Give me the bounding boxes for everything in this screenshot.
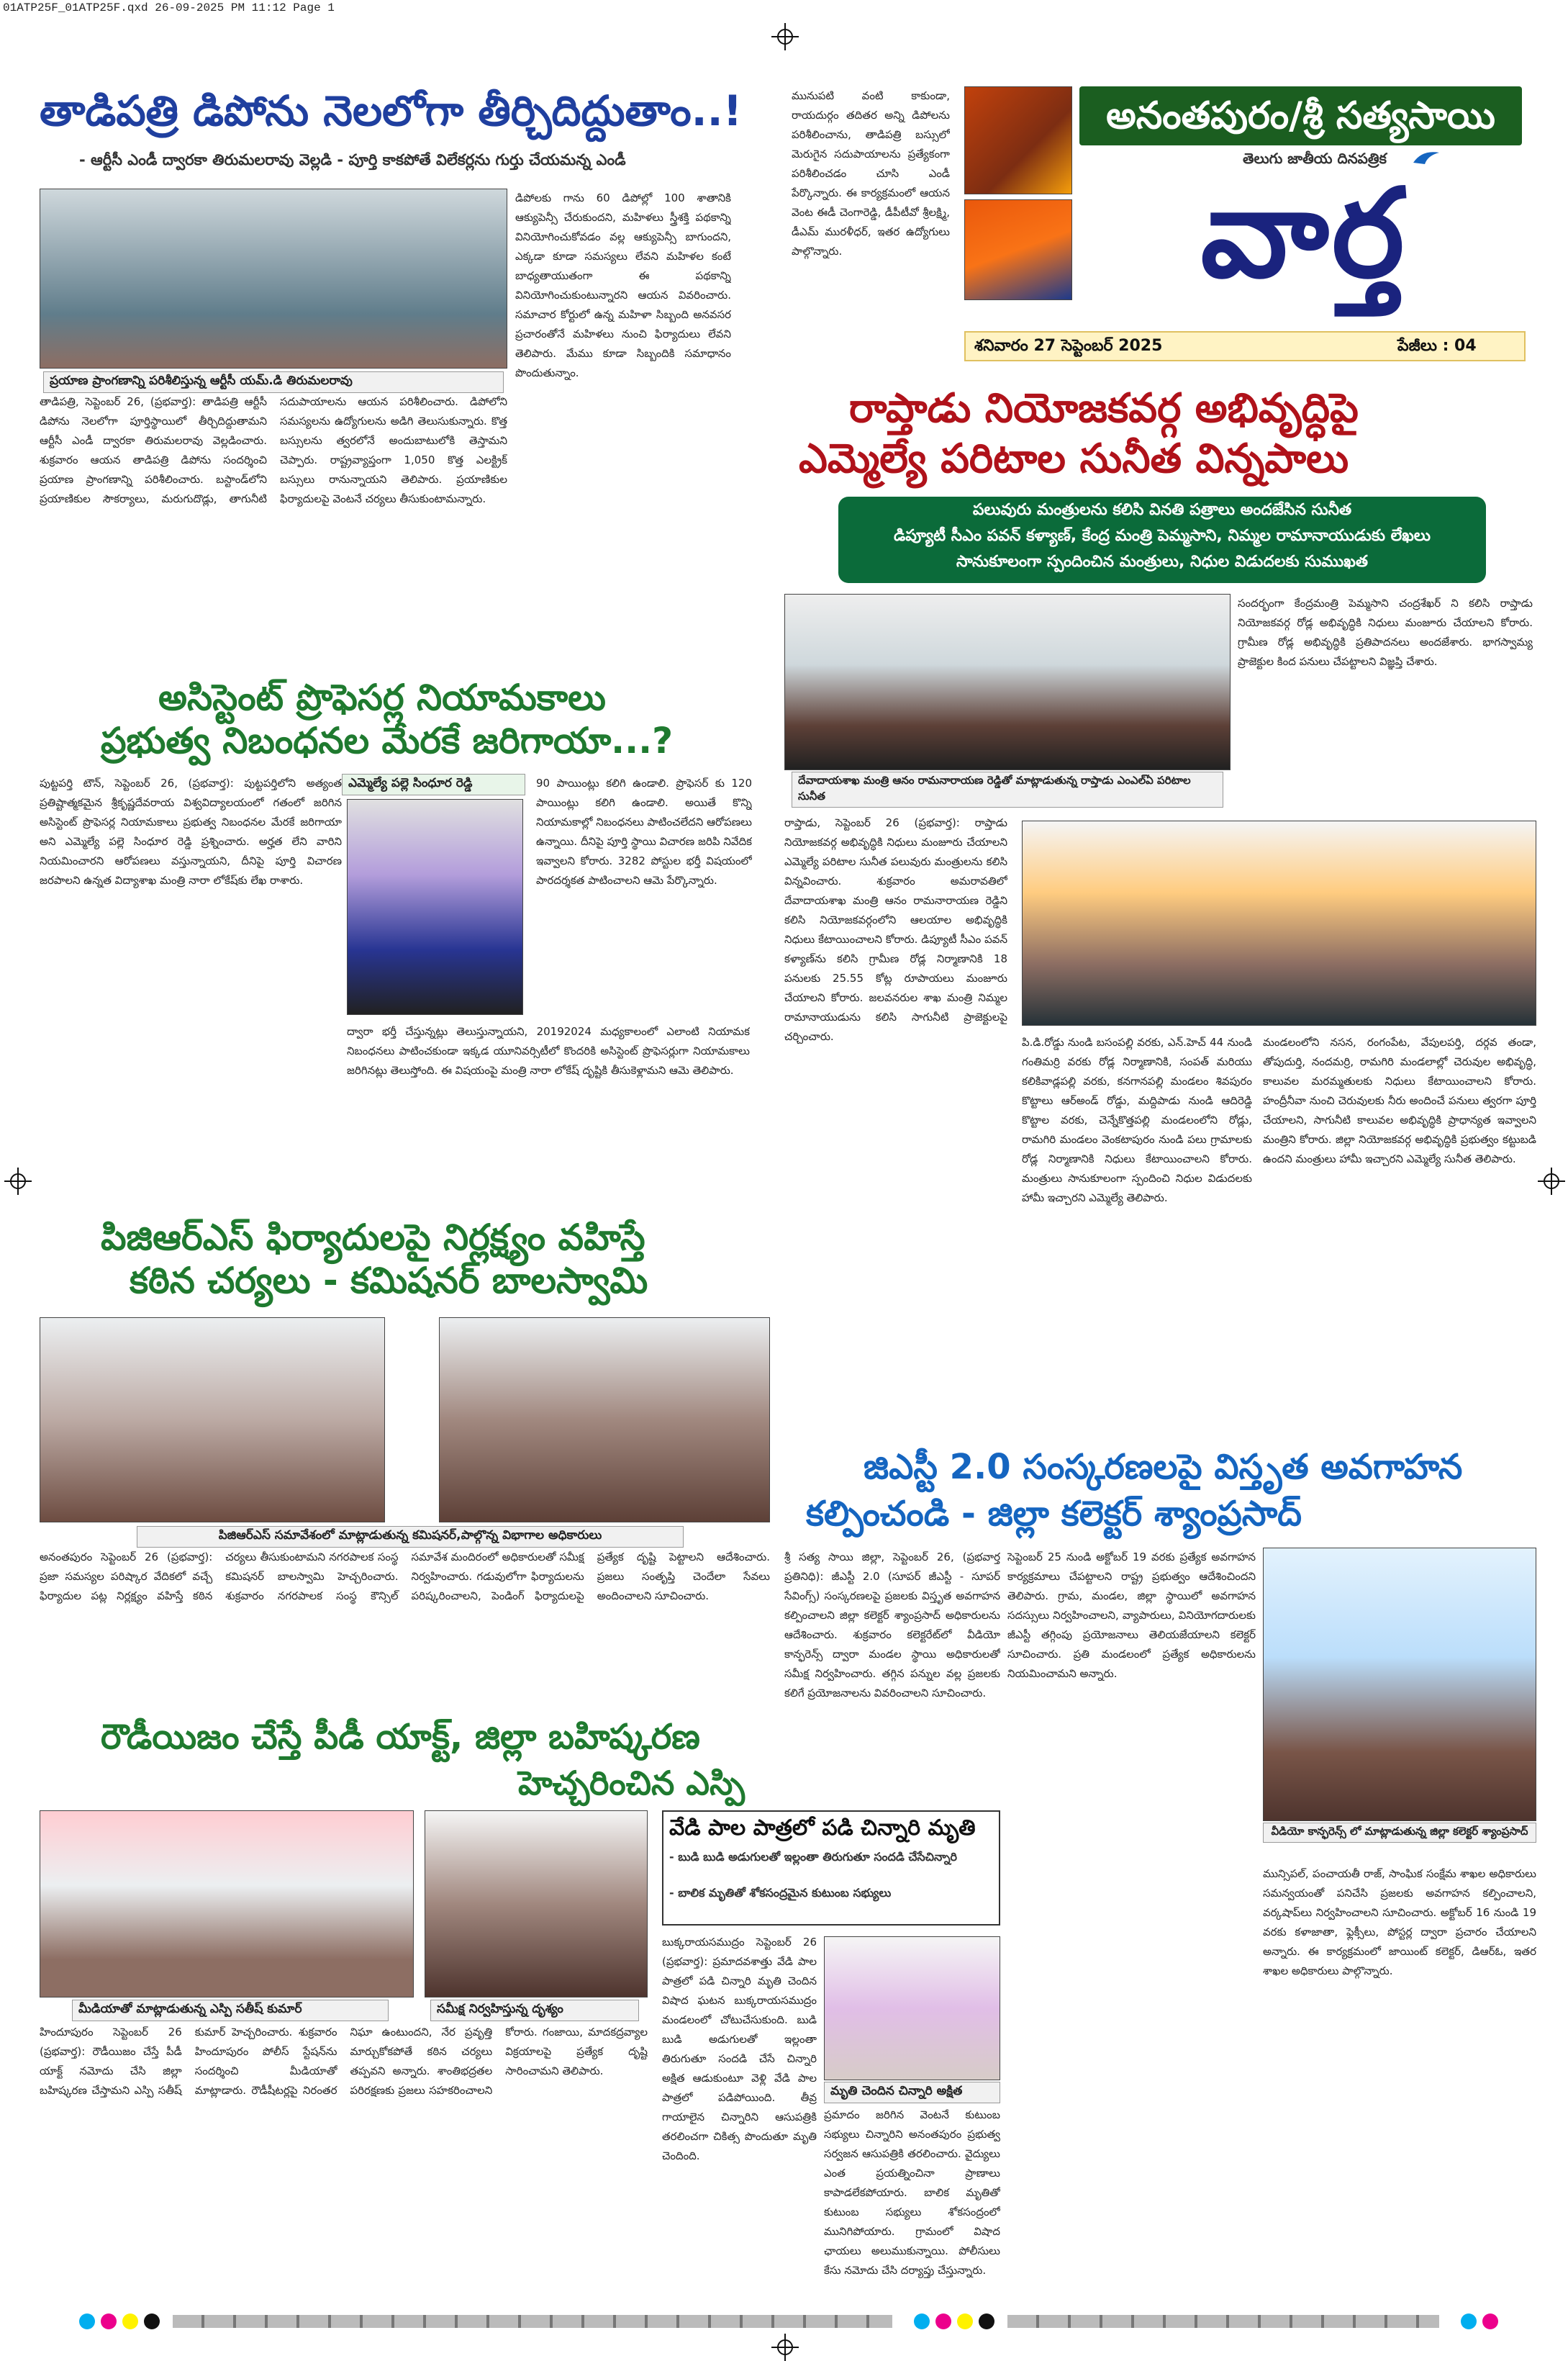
story5-headline-line2: ఎమ్మెల్యే పరిటాల సునీత విన్నపాలు [799, 435, 1349, 482]
story6-body: శ్రీ సత్య సాయి జిల్లా, సెప్టెంబర్ 26, (ప్రభవార్త ప్రతినిధి): జీఎస్టీ 2.0 (సూపర్ జీఎస్టీ - సూపర్ సేవింగ్స్) సంస్కరణలపై ప్రజలకు విస్తృత అవగాహన కల్పించాలని జిల్లా కలెక్టర్ శ్యాంప్రసాద్ అధికారులను ఆదేశించారు. శుక్రవారం కలెక్టరేట్‌లో వీడియో కాన్ఫరెన్స్ ద్వారా మండల స్థాయి అధికారులతో సమీక్ష నిర్వహించారు. తగ్గిన పన్నుల వల్ల ప్రజలకు కలిగే ప్రయోజనాలను వివరించాలని సూచించారు. [784, 1550, 1000, 1699]
tagline: తెలుగు జాతీయ దినపత్రిక [1243, 150, 1387, 167]
dateline-bar [964, 331, 1526, 361]
story1-body-right2: మునుపటి వంటి కాకుండా, రాయదుర్గం తదితర అన్ని డిపోలను పరిశీలించాను, తాడిపత్రి బస్సులో మెరుగైన సదుపాయాలను ప్రత్యేకంగా పరిశీలించడం చూసి ఎండీ పేర్కొన్నారు. ఈ కార్యక్రమంలో ఆయన వెంట ఈడీ చెంగారెడ్డి, డీపీటీవో శ్రీలక్ష్మి, డీఎమ్ మురళీధర్, ఇతర ఉద్యోగులు పాల్గొన్నారు. [792, 89, 950, 258]
registration-mark-right [1544, 1173, 1559, 1189]
story3-caption: పిజిఆర్ఎస్ సమావేశంలో మాట్లాడుతున్న కమిషనర్,పాల్గొన్న విభాగాల అధికారులు [137, 1526, 684, 1548]
story1-body: తాడిపత్రి, సెప్టెంబర్ 26, (ప్రభవార్త): తాడిపత్రి ఆర్టీసీ డిపోను నెలలోగా పూర్తిస్థాయిలో తీర్చిదిద్దుతామని ఆర్టీసీ ఎండీ ద్వారకా తిరుమలరావు వెల్లడించారు. శుక్రవారం ఆయన తాడిపత్రి డిపోను సందర్శించి ప్రయాణ ప్రాంగణాన్ని పరిశీలించారు. బస్టాండ్‌లోని ప్రయాణికుల సౌకర్యాలు, మరుగుదొడ్లు, తాగునీటి సదుపాయాలను ఆయన పరిశీలించారు. డిపోలోని సమస్యలను ఉద్యోగులను అడిగి తెలుసుకున్నారు. కొత్త బస్సులను త్వరలోనే అందుబాటులోకి తెస్తామని చెప్పారు. రాష్ట్రవ్యాప్తంగా 1,050 కొత్త ఎలక్ట్రిక్ బస్సులు రానున్నాయని తెలిపారు. ప్రయాణికుల ఫిర్యాదులపై వెంటనే చర్యలు తీసుకుంటామన్నారు. [40, 395, 507, 505]
issue-date: శనివారం 27 సెప్టెంబర్ 2025 [974, 337, 1163, 355]
story6-headline-line2: కల్పించండి - జిల్లా కలెక్టర్ శ్యాంప్రసాద్ [806, 1494, 1302, 1534]
story4-headline: రౌడీయిజం చేస్తే పీడీ యాక్ట్, జిల్లా బహిష్కరణ [101, 1717, 700, 1757]
masthead-photo-deity [964, 86, 1072, 194]
story5-body-mid: పి.డి.రోడ్డు నుండి బసంపల్లి వరకు, ఎన్.హెచ్ 44 నుండి గంతిమర్రి వరకు రోడ్ల నిర్మాణానికి, సంపత్ మరియు కలికివాడ్లపల్లి వరకు, కనగానపల్లి మండలం శివపురం కొట్టాలు ఆర్అండ్ రోడ్డు, మద్దిపాడు నుండి ఆదిరెడ్డి కొట్టాల వరకు, చెన్నేకొత్తపల్లి మండలంలోని రోడ్లు, రామగిరి మండలం వెంకటాపురం నుండి పలు గ్రామాలకు రోడ్ల నిర్మాణానికి నిధులు కేటాయించాలని కోరారు. మంత్రులు సానుకూలంగా స్పందించి నిధుల విడుదలకు హామీ ఇచ్చారని ఎమ్మెల్యే తెలిపారు. [1022, 1036, 1252, 1204]
story5-body: రాప్తాడు, సెప్టెంబర్ 26 (ప్రభవార్త): రాప్తాడు నియోజకవర్గ అభివృద్ధికి నిధులు మంజూరు చేయాలని ఎమ్మెల్యే పరిటాల సునీత పలువురు మంత్రులను కలిసి విన్నవించారు. శుక్రవారం అమరావతిలో దేవాదాయశాఖ మంత్రి ఆనం రామనారాయణ రెడ్డిని కలిసి నియోజకవర్గంలోని ఆలయాల అభివృద్ధికి నిధులు కేటాయించాలని కోరారు. డిప్యూటీ సీఎం పవన్ కళ్యాణ్‌ను కలిసి గ్రామీణ రోడ్ల నిర్మాణానికి 18 పనులకు 25.55 కోట్ల రూపాయలు మంజూరు చేయాలని కోరారు. జలవనరుల శాఖ మంత్రి నిమ్మల రామానాయుడును కలిసి సాగునీటి ప్రాజెక్టులపై చర్చించారు. [784, 816, 1007, 1043]
story1-caption: ప్రయాణ ప్రాంగణాన్ని పరిశీలిస్తున్న ఆర్టీసీ యమ్.డి తిరుమలరావు [43, 371, 504, 393]
story2-headline-line2: ప్రభుత్వ నిబంధనల మేరకే జరిగాయా...? [101, 720, 674, 762]
story2-body: పుట్టపర్తి టౌన్, సెప్టెంబర్ 26, (ప్రభవార్త): పుట్టపర్తిలోని అత్యంత ప్రతిష్టాత్మకమైన శ్రీకృష్ణదేవరాయ విశ్వవిద్యాలయంలో గతంలో జరిగిన అసిస్టెంట్ ప్రొఫెసర్ల నియామకాలు ప్రభుత్వ నిబంధనల మేరకే జరిగాయా అని ఎమ్మెల్యే పల్లె సింధూర రెడ్డి ప్రశ్నించారు. అర్హత లేని వారిని నియమించారని ఆరోపణలు వస్తున్నాయని, దీనిపై పూర్తి విచారణ జరపాలని ఉన్నత విద్యాశాఖ మంత్రి నారా లోకేష్‌కు లేఖ రాశారు. [40, 777, 342, 887]
page-count: పేజీలు : 04 [1397, 337, 1477, 355]
story7-sub1: - బుడి బుడి అడుగులతో ఇల్లంతా తిరుగుతూ సందడి చేసేచిన్నారి [669, 1850, 957, 1864]
story7-caption: మృతి చెందిన చిన్నారి అక్షిత [824, 2082, 1000, 2103]
story6-body-mid: సెప్టెంబర్ 25 నుండి అక్టోబర్ 19 వరకు ప్రత్యేక అవగాహన కార్యక్రమాలు చేపట్టాలని రాష్ట్ర ప్రభుత్వం ఆదేశించిందని తెలిపారు. గ్రామ, మండల, జిల్లా స్థాయిలో అవగాహన సదస్సులు నిర్వహించాలని, వ్యాపారులు, వినియోగదారులకు జీఎస్టీ తగ్గింపు ప్రయోజనాలు తెలియజేయాలని కలెక్టర్ సూచించారు. ప్రతి మండలంలో ప్రత్యేక అధికారులను నియమించామని అన్నారు. [1007, 1550, 1256, 1680]
story5-photo-secondary [1022, 821, 1536, 1026]
story5-caption: దేవాదాయశాఖ మంత్రి ఆనం రామనారాయణ రెడ్డితో మాట్లాడుతున్న రాప్తాడు ఎంఎల్ఏ పరిటాల సునీత [792, 772, 1223, 808]
story5-banner-line1: పలువురు మంత్రులను కలిసి వినతి పత్రాలు అందజేసిన సునీత [972, 501, 1352, 519]
story2-caption: ఎమ్మెల్యే పల్లె సింధూర రెడ్డి [342, 774, 525, 795]
story1-headline: తాడిపత్రి డిపోను నెలలోగా తీర్చిదిద్దుతాం..! [40, 86, 743, 135]
story6-caption: వీడియో కాన్ఫరెన్స్ లో మాట్లాడుతున్న జిల్లా కలెక్టర్ శ్యాంప్రసాద్ [1263, 1823, 1536, 1843]
story3-photo-left [40, 1317, 385, 1522]
story5-banner-line3: సానుకూలంగా స్పందించిన మంత్రులు, నిధుల విడుదలకు సుముఖత [956, 553, 1368, 571]
story5-headline-line1: రాప్తాడు నియోజకవర్గ అభివృద్ధిపై [849, 385, 1359, 432]
story2-body-right: 90 పాయింట్లు కలిగి ఉండాలి. ప్రొఫెసర్ కు 120 పాయింట్లు కలిగి ఉండాలి. అయితే కొన్ని నియామకాల్లో నిబంధనలు పాటించలేదని ఆరోపణలు ఉన్నాయి. దీనిపై పూర్తి స్థాయి విచారణ జరిపి నివేదిక ఇవ్వాలని కోరారు. 3282 పోస్టుల భర్తీ విషయంలో పారదర్శకత పాటించాలని ఆమె పేర్కొన్నారు. [536, 777, 752, 887]
dove-logo-icon [1412, 148, 1441, 167]
story5-banner-line2: డిప్యూటీ సీఎం పవన్ కళ్యాణ్, కేంద్ర మంత్రి పెమ్మసాని, నిమ్మల రామానాయుడుకు లేఖలు [893, 527, 1431, 545]
color-bar [0, 2307, 1568, 2336]
story4-photo-left [40, 1810, 414, 1997]
story6-headline-line1: జిఎస్టీ 2.0 సంస్కరణలపై విస్తృత అవగాహన [864, 1447, 1463, 1487]
registration-mark-top [777, 29, 793, 45]
story7-sub2: - బాలిక మృతితో శోకసంద్రమైన కుటుంబ సభ్యులు [669, 1886, 892, 1900]
edition-banner [1079, 86, 1522, 145]
story4-subline: హెచ్చరించిన ఎస్పి [518, 1764, 745, 1802]
story2-body-bottom: ద్వారా భర్తీ చేస్తున్నట్లు తెలుస్తున్నాయని, 20192024 మధ్యకాలంలో ఎలాంటి నియామక నిబంధనలు పాటించకుండా ఇక్కడ యూనివర్సిటీలో కొందరికి అసిస్టెంట్ ప్రొఫెసర్లుగా నియామకాలు జరిగినట్లు తెలుస్తోంది. ఈ విషయంపై మంత్రి నారా లోకేష్ దృష్టికి తీసుకెళ్లామని ఆమె తెలిపారు. [347, 1025, 750, 1077]
registration-mark-left [10, 1173, 26, 1189]
story4-caption-left: మీడియాతో మాట్లాడుతున్న ఎస్పి సతీష్ కుమార్ [72, 2000, 389, 2021]
story6-photo [1263, 1548, 1536, 1821]
story5-banner [838, 497, 1486, 583]
story5-body-right: సందర్భంగా కేంద్రమంత్రి పెమ్మసాని చంద్రశేఖర్ ని కలిసి రాప్తాడు నియోజకవర్గ రోడ్ల అభివృద్ధికి నిధులు మంజూరు చేయాలని కోరారు. గ్రామీణ రోడ్ల అభివృద్ధికి ప్రతిపాదనలు అందజేశారు. భాగస్వామ్య ప్రాజెక్టుల కింద పనులు చేపట్టాలని విజ్ఞప్తి చేశారు. [1238, 597, 1533, 668]
story4-body: హిందూపురం సెప్టెంబర్ 26 (ప్రభవార్త): రౌడీయిజం చేస్తే పీడీ యాక్ట్ నమోదు చేసి జిల్లా బహిష్కరణ చేస్తామని ఎస్పి సతీష్ కుమార్ హెచ్చరించారు. శుక్రవారం హిందూపురం పోలీస్ స్టేషన్‌ను సందర్శించి మీడియాతో మాట్లాడారు. రౌడీషీటర్లపై నిరంతర నిఘా ఉంటుందని, నేర ప్రవృత్తి మార్చుకోకపోతే కఠిన చర్యలు తప్పవని అన్నారు. శాంతిభద్రతల పరిరక్షణకు ప్రజలు సహకరించాలని కోరారు. గంజాయి, మాదకద్రవ్యాల విక్రయాలపై ప్రత్యేక దృష్టి సారించామని తెలిపారు. [40, 2026, 648, 2097]
story7-body: బుక్కరాయసముద్రం సెప్టెంబర్ 26 (ప్రభవార్త): ప్రమాదవశాత్తు వేడి పాల పాత్రలో పడి చిన్నారి మృతి చెందిన విషాద ఘటన బుక్కరాయసముద్రం మండలంలో చోటుచేసుకుంది. బుడి బుడి అడుగులతో ఇల్లంతా తిరుగుతూ సందడి చేసే చిన్నారి అక్షిత ఆడుకుంటూ వెళ్లి వేడి పాల పాత్రలో పడిపోయింది. తీవ్ర గాయాలైన చిన్నారిని ఆసుపత్రికి తరలించగా చికిత్స పొందుతూ మృతి చెందింది. [662, 1936, 817, 2162]
story7-headline: వేడి పాల పాత్రలో పడి చిన్నారి మృతి [669, 1815, 976, 1841]
story1-subhead: - ఆర్టీసీ ఎండీ ద్వారకా తిరుమలరావు వెల్లడి - పూర్తి కాకపోతే విలేకర్లను గుర్తు చేయమన్న ఎండీ [79, 151, 626, 168]
edition-name: అనంతపురం/శ్రీ సత్యసాయి [1106, 94, 1495, 137]
story5-photo-main [784, 594, 1231, 770]
story3-body: అనంతపురం సెప్టెంబర్ 26 (ప్రభవార్త): ప్రజా సమస్యల పరిష్కార వేదికలో వచ్చే ఫిర్యాదుల పట్ల నిర్లక్ష్యం వహిస్తే కఠిన చర్యలు తీసుకుంటామని నగరపాలక సంస్థ కమిషనర్ బాలస్వామి హెచ్చరించారు. శుక్రవారం నగరపాలక సంస్థ కౌన్సిల్ సమావేశ మందిరంలో అధికారులతో సమీక్ష నిర్వహించారు. గడువులోగా ఫిర్యాదులను పరిష్కరించాలని, పెండింగ్ ఫిర్యాదులపై ప్రత్యేక దృష్టి పెట్టాలని ఆదేశించారు. ప్రజలు సంతృప్తి చెందేలా సేవలు అందించాలని సూచించారు. [40, 1550, 770, 1602]
story7-body-right: ప్రమాదం జరిగిన వెంటనే కుటుంబ సభ్యులు చిన్నారిని అనంతపురం ప్రభుత్వ సర్వజన ఆసుపత్రికి తరలించారు. వైద్యులు ఎంత ప్రయత్నించినా ప్రాణాలు కాపాడలేకపోయారు. బాలిక మృతితో కుటుంబ సభ్యులు శోకసంద్రంలో మునిగిపోయారు. గ్రామంలో విషాద ఛాయలు అలుముకున్నాయి. పోలీసులు కేసు నమోదు చేసి దర్యాప్తు చేస్తున్నారు. [824, 2108, 1000, 2277]
story1-photo [40, 189, 507, 369]
story4-caption-right: సమీక్ష నిర్వహిస్తున్న దృశ్యం [430, 2000, 639, 2021]
registration-mark-bottom [777, 2339, 793, 2355]
story3-photo-right [439, 1317, 770, 1522]
story3-headline-line2: కఠిన చర్యలు - కమిషనర్ బాలస్వామి [130, 1260, 648, 1301]
story1-body-right: డిపోలకు గాను 60 డిపోల్లో 100 శాతానికి ఆక్యుపెన్సీ చేరుకుందని, మహిళలు స్త్రీశక్తి పథకాన్ని వినియోగించుకోవడం వల్ల ఆక్యుపెన్సీ బాగుందని, ఎక్కడా కూడా సమస్యలు లేవని మహిళల కంటే బాధ్యతాయుతంగా ఈ పథకాన్ని వినియోగించుకుంటున్నారని ఆయన వివరించారు. సమాచార కోర్టులో ఉన్న మహిళా సిబ్బంది అనవసర ప్రచారంతోనే మహిళలు నుంచి ఫిర్యాదులు లేవని తెలిపారు. మేము కూడా సిబ్బందికి సమాధానం పొందుతున్నాం. [515, 191, 731, 379]
story7-photo [824, 1936, 1000, 2080]
story3-headline-line1: పిజిఆర్ఎస్ ఫిర్యాదులపై నిర్లక్ష్యం వహిస్తే [101, 1216, 645, 1258]
story5-body-right2: మండలంలోని నసన, రంగంపేట, వేపులపర్తి, దర్గవ తండా, తోపుదుర్తి, నందమర్రి, రామగిరి మండలాల్లో చెరువుల అభివృద్ధి, కాలువల మరమ్మతులకు నిధులు కేటాయించాలని కోరారు. హంద్రీనీవా నుంచి చెరువులకు నీరు అందించే పనులు త్వరగా పూర్తి చేయాలని, సాగునీటి కాలువల అభివృద్ధికి ప్రాధాన్యత ఇవ్వాలని మంత్రిని కోరారు. జిల్లా నియోజకవర్గ అభివృద్ధికి ప్రభుత్వం కట్టుబడి ఉందని మంత్రులు హామీ ఇచ్చారని ఎమ్మెల్యే సునీత తెలిపారు. [1263, 1036, 1536, 1165]
story4-photo-right [425, 1810, 648, 1997]
print-slug: 01ATP25F_01ATP25F.qxd 26-09-2025 PM 11:12 Page 1 [3, 1, 335, 14]
story2-headline-line1: అసిస్టెంట్ ప్రొఫెసర్ల నియామకాలు [158, 677, 606, 718]
story6-body-right: మున్సిపల్, పంచాయతీ రాజ్, సాంఘిక సంక్షేమ శాఖల అధికారులు సమన్వయంతో పనిచేసి ప్రజలకు అవగాహన కల్పించాలని, వర్కషాప్‌లు నిర్వహించాలని సూచించారు. అక్టోబర్ 16 నుండి 19 వరకు కళాజాతా, ఫ్లెక్సీలు, పోస్టర్ల ద్వారా ప్రచారం చేయాలని అన్నారు. ఈ కార్యక్రమంలో జాయింట్ కలెక్టర్, డిఆర్ఓ, ఇతర శాఖల అధికారులు పాల్గొన్నారు. [1263, 1867, 1536, 1977]
story2-photo [347, 799, 523, 1015]
paper-name: వార్త [1200, 163, 1408, 305]
masthead [959, 81, 1527, 318]
masthead-photo-saibaba [964, 199, 1072, 300]
